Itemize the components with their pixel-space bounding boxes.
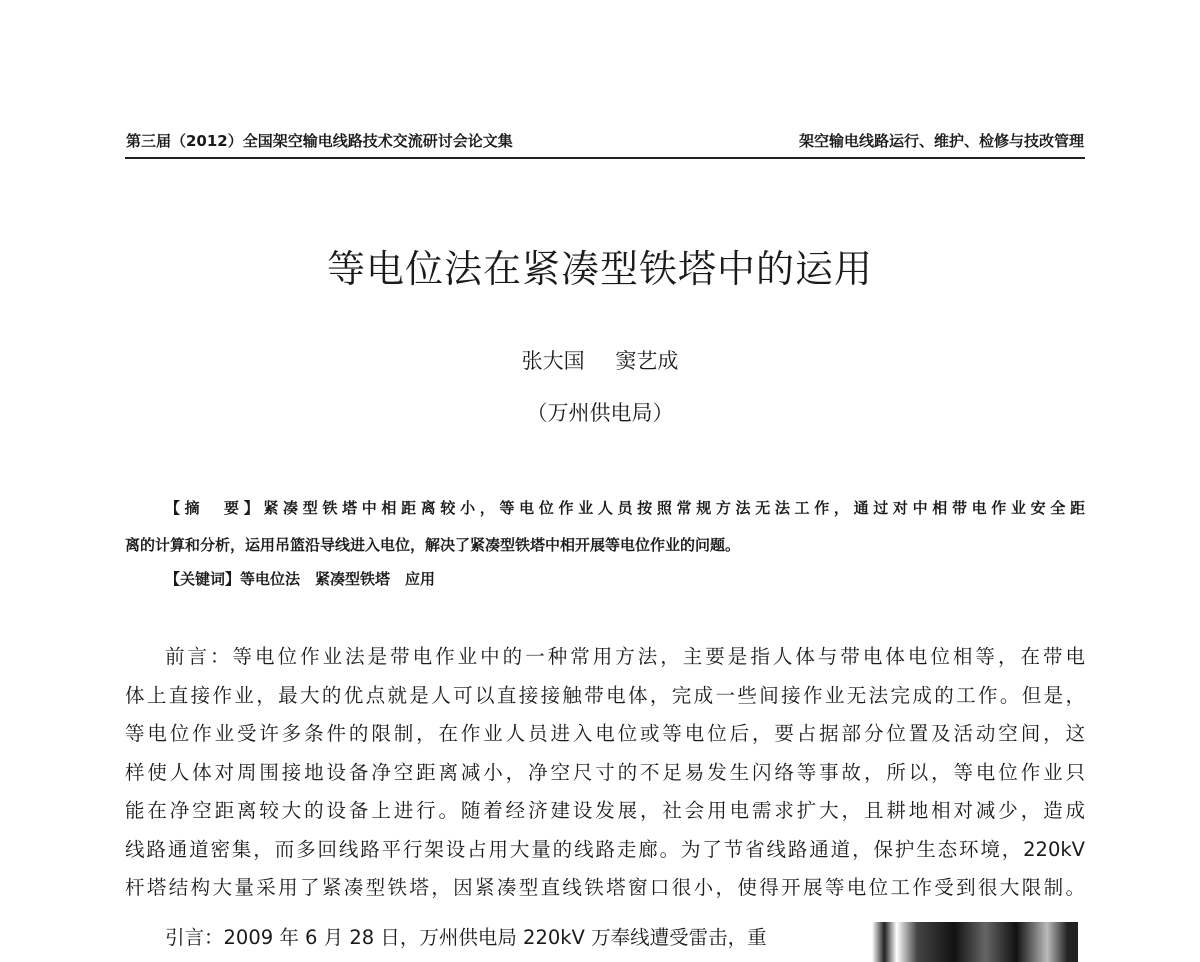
affiliation: （万州供电局）: [526, 401, 674, 425]
figure-photo: [872, 922, 1078, 962]
body-line: 样使人体对周围接地设备净空距离减小，净空尺寸的不足易发生闪络等事故，所以，等电位作业只: [125, 761, 1085, 784]
body-line: 杆塔结构大量采用了紧凑型铁塔，因紧凑型直线铁塔窗口很小，使得开展等电位工作受到很大限制。: [125, 876, 1085, 899]
running-header-left: 第三届（2012）全国架空输电线路技术交流研讨会论文集: [126, 132, 513, 150]
author: 窦艺成: [615, 349, 679, 373]
body-line: 前言：等电位作业法是带电作业中的一种常用方法，主要是指人体与带电体电位相等，在带电: [165, 645, 1085, 668]
intro-line: 引言：2009 年 6 月 28 日，万州供电局 220kV 万奉线遭受雷击，重: [165, 926, 767, 949]
running-header-right: 架空输电线路运行、维护、检修与技改管理: [798, 132, 1084, 150]
keywords: 【关键词】等电位法 紧凑型铁塔 应用: [165, 570, 436, 588]
abstract-line: 【摘 要】紧凑型铁塔中相距离较小，等电位作业人员按照常规方法无法工作，通过对中相带电作业安全距: [165, 499, 1085, 517]
abstract-line: 离的计算和分析，运用吊篮沿导线进入电位，解决了紧凑型铁塔中相开展等电位作业的问题。: [125, 536, 741, 554]
body-line: 能在净空距离较大的设备上进行。随着经济建设发展，社会用电需求扩大，且耕地相对减少，造成: [125, 799, 1085, 822]
body-line: 线路通道密集，而多回线路平行架设占用大量的线路走廊。为了节省线路通道，保护生态环境，220kV: [125, 838, 1085, 861]
body-line: 等电位作业受许多条件的限制，在作业人员进入电位或等电位后，要占据部分位置及活动空间，这: [125, 722, 1085, 745]
author: 张大国: [521, 349, 585, 373]
header-rule: [125, 157, 1085, 159]
body-line: 体上直接作业，最大的优点就是人可以直接接触带电体，完成一些间接作业无法完成的工作。但是，: [125, 684, 1085, 707]
authors: [0, 345, 1200, 375]
paper-title: 等电位法在紧凑型铁塔中的运用: [326, 247, 873, 291]
